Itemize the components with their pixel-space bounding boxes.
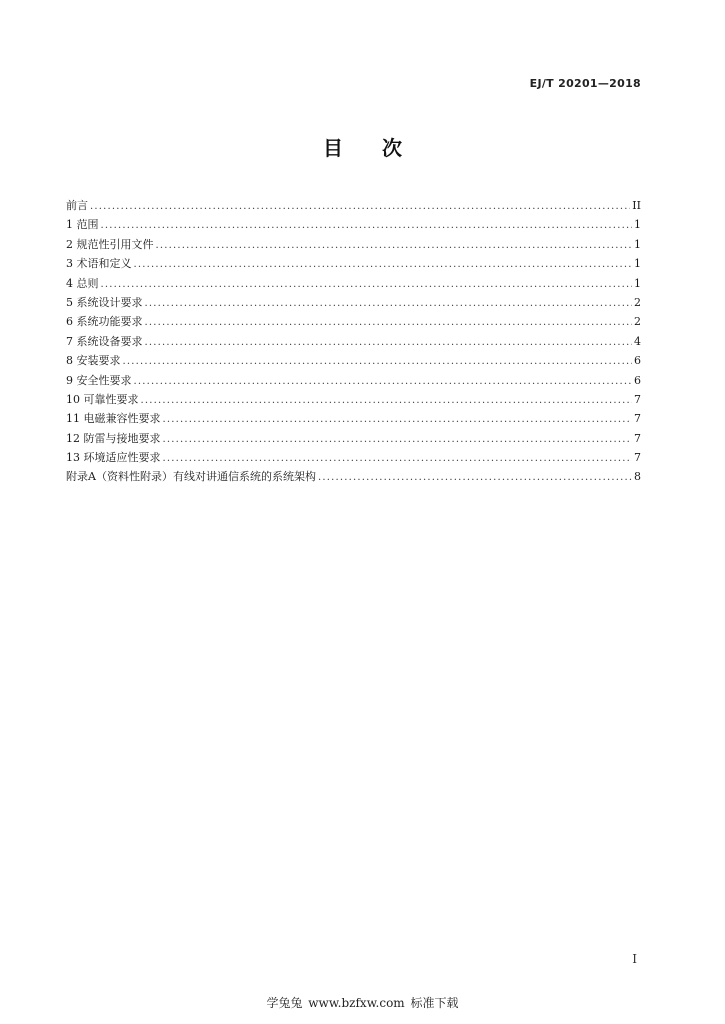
toc-entry-page: 7	[634, 392, 641, 406]
toc-entry-page: 1	[634, 276, 641, 290]
toc-leader-dots	[141, 391, 633, 410]
toc-entry-page: 1	[634, 257, 641, 271]
toc-leader-dots	[163, 410, 633, 429]
toc-leader-dots	[123, 352, 633, 371]
toc-leader-dots	[163, 430, 633, 449]
toc-entry-label: 7 系统设备要求	[66, 334, 143, 348]
toc-entry-page: 4	[634, 334, 641, 348]
toc-entry-normative-references[interactable]	[66, 235, 641, 254]
toc-entry-annex-a[interactable]	[66, 467, 641, 486]
page-number: I	[632, 952, 637, 966]
toc-entry-page: 7	[634, 431, 641, 445]
toc-entry-label: 2 规范性引用文件	[66, 237, 154, 251]
toc-entry-page: 7	[634, 412, 641, 426]
toc-entry-label: 6 系统功能要求	[66, 315, 143, 329]
toc-leader-dots	[101, 275, 633, 294]
toc-entry-label: 10 可靠性要求	[66, 392, 139, 406]
toc-entry-page: 1	[634, 218, 641, 232]
toc-entry-label: 5 系统设计要求	[66, 295, 143, 309]
toc-entry-reliability[interactable]	[66, 390, 641, 409]
watermark-text: 学兔兔 www.bzfxw.com 标准下载	[266, 996, 459, 1010]
toc-entry-terms-definitions[interactable]	[66, 254, 641, 273]
toc-entry-page: II	[632, 199, 641, 212]
toc-entry-page: 7	[634, 451, 641, 465]
toc-leader-dots	[134, 372, 633, 391]
toc-leader-dots	[156, 236, 633, 255]
toc-entry-label: 11 电磁兼容性要求	[66, 412, 161, 426]
toc-leader-dots	[145, 333, 633, 352]
toc-entry-system-equipment[interactable]	[66, 332, 641, 351]
toc-entry-page: 2	[634, 295, 641, 309]
toc-entry-scope[interactable]	[66, 215, 641, 234]
standard-code: EJ/T 20201—2018	[529, 77, 641, 90]
toc-leader-dots	[318, 468, 632, 487]
toc-entry-label: 8 安装要求	[66, 354, 121, 368]
toc-leader-dots	[134, 255, 633, 274]
toc-entry-environmental[interactable]	[66, 448, 641, 467]
toc-entry-page: 8	[634, 470, 641, 484]
toc-entry-general[interactable]	[66, 274, 641, 293]
toc-entry-label: 1 范围	[66, 218, 99, 232]
toc-entry-page: 1	[634, 237, 641, 251]
toc-entry-label: 9 安全性要求	[66, 373, 132, 387]
table-of-contents	[66, 196, 641, 487]
toc-entry-label: 附录A（资料性附录）有线对讲通信系统的系统架构	[66, 470, 316, 484]
toc-leader-dots	[145, 313, 633, 332]
toc-entry-label: 12 防雷与接地要求	[66, 431, 161, 445]
toc-entry-label: 3 术语和定义	[66, 257, 132, 271]
toc-entry-label: 13 环境适应性要求	[66, 451, 161, 465]
toc-entry-label: 前言	[66, 199, 88, 212]
toc-entry-system-function[interactable]	[66, 312, 641, 331]
toc-leader-dots	[90, 197, 630, 216]
toc-entry-label: 4 总则	[66, 276, 99, 290]
toc-entry-safety[interactable]	[66, 371, 641, 390]
toc-entry-page: 2	[634, 315, 641, 329]
toc-entry-page: 6	[634, 354, 641, 368]
toc-leader-dots	[101, 216, 633, 235]
toc-entry-page: 6	[634, 373, 641, 387]
toc-entry-foreword[interactable]	[66, 196, 641, 215]
toc-entry-installation[interactable]	[66, 351, 641, 370]
toc-leader-dots	[145, 294, 633, 313]
toc-entry-system-design[interactable]	[66, 293, 641, 312]
toc-entry-lightning-grounding[interactable]	[66, 429, 641, 448]
toc-entry-emc[interactable]	[66, 409, 641, 428]
page-title: 目 次	[323, 136, 418, 160]
toc-leader-dots	[163, 449, 633, 468]
